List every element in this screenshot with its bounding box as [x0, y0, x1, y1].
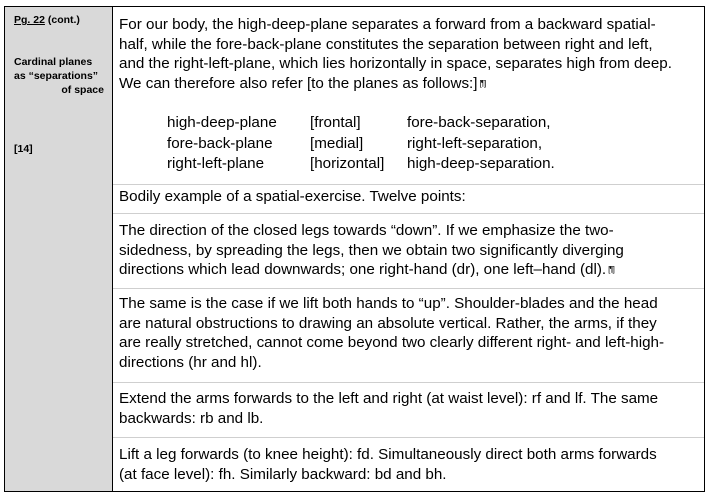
paragraph-4	[119, 294, 700, 372]
paragraph-5	[119, 389, 700, 428]
page-number-link[interactable]: Pg. 22	[14, 14, 45, 26]
plane-name: right-left-plane	[167, 155, 265, 172]
text-line: (at face level): fh. Similarly backward: bd and bh.	[119, 465, 447, 483]
document-table	[4, 6, 705, 492]
planes-row	[167, 134, 555, 155]
text-line: Bodily example of a spatial-exercise. Twelve points:	[119, 188, 466, 205]
planes-table	[167, 113, 555, 175]
text-line: backwards: rb and lb.	[119, 409, 264, 427]
text-line: are really stretched, cannot come beyond two clearly different right- and left-high-	[119, 334, 665, 351]
text-line: are natural obstructions to drawing an absolute vertical. Rather, the arms, if they	[119, 314, 657, 332]
text-line: directions (hr and hl).	[119, 353, 262, 371]
plane-type: [medial]	[310, 134, 364, 152]
text-line: Extend the arms forwards to the left and right (at waist level): rf and lf. The same	[119, 390, 659, 407]
planes-row	[167, 113, 555, 134]
text-line: For our body, the high-deep-plane separates a forward from a backward spatial-	[119, 16, 656, 33]
main-text-column	[113, 7, 704, 491]
paragraph-2	[119, 187, 700, 207]
text-line: We can therefore also refer [to the planes as follows:] [¶]	[119, 74, 486, 92]
planes-row	[167, 154, 555, 175]
text-line: and the right-left-plane, which lies horizontally in space, separates high from deep.	[119, 55, 672, 72]
text-line: directions which lead downwards; one right-hand (dr), one left–hand (dl). [¶]	[119, 261, 614, 278]
plane-type: [frontal]	[310, 114, 361, 131]
paragraph-divider	[113, 184, 704, 185]
paragraph-divider	[113, 213, 704, 214]
plane-separation: high-deep-separation.	[407, 155, 555, 172]
side-heading-line-2: as “separations”	[14, 70, 99, 82]
page-cont-label: (cont.)	[47, 14, 80, 26]
text-line: The same is the case if we lift both hands to “up”. Shoulder-blades and the head	[119, 295, 658, 312]
paragraph-divider	[113, 288, 704, 289]
side-heading-line-1: Cardinal planes	[14, 56, 93, 68]
pilcrow-marker: [¶]	[608, 265, 614, 275]
plane-name: high-deep-plane	[167, 114, 277, 131]
paragraph-6	[119, 445, 700, 484]
pilcrow-marker: [¶]	[479, 78, 486, 88]
plane-name: fore-back-plane	[167, 134, 273, 152]
text-line: The direction of the closed legs towards “down”. If we emphasize the two-	[119, 222, 614, 239]
plane-type: [horizontal]	[310, 155, 385, 172]
paragraph-divider	[113, 382, 704, 383]
paragraph-1	[119, 15, 700, 93]
margin-column	[5, 7, 113, 491]
paragraph-number: [14]	[14, 143, 33, 155]
paragraph-divider	[113, 437, 704, 438]
side-heading-line-3: of space	[61, 84, 104, 96]
plane-separation: fore-back-separation,	[407, 114, 551, 131]
text-line: Lift a leg forwards (to knee height): fd. Simultaneously direct both arms forwards	[119, 446, 657, 463]
page-reference	[14, 14, 80, 26]
text-line: half, while the fore-back-plane constitutes the separation between right and left,	[119, 35, 653, 53]
paragraph-3	[119, 221, 700, 280]
text-line: sidedness, by spreading the legs, then we obtain two significantly diverging	[119, 241, 624, 259]
plane-separation: right-left-separation,	[407, 134, 543, 152]
side-heading	[14, 55, 104, 97]
